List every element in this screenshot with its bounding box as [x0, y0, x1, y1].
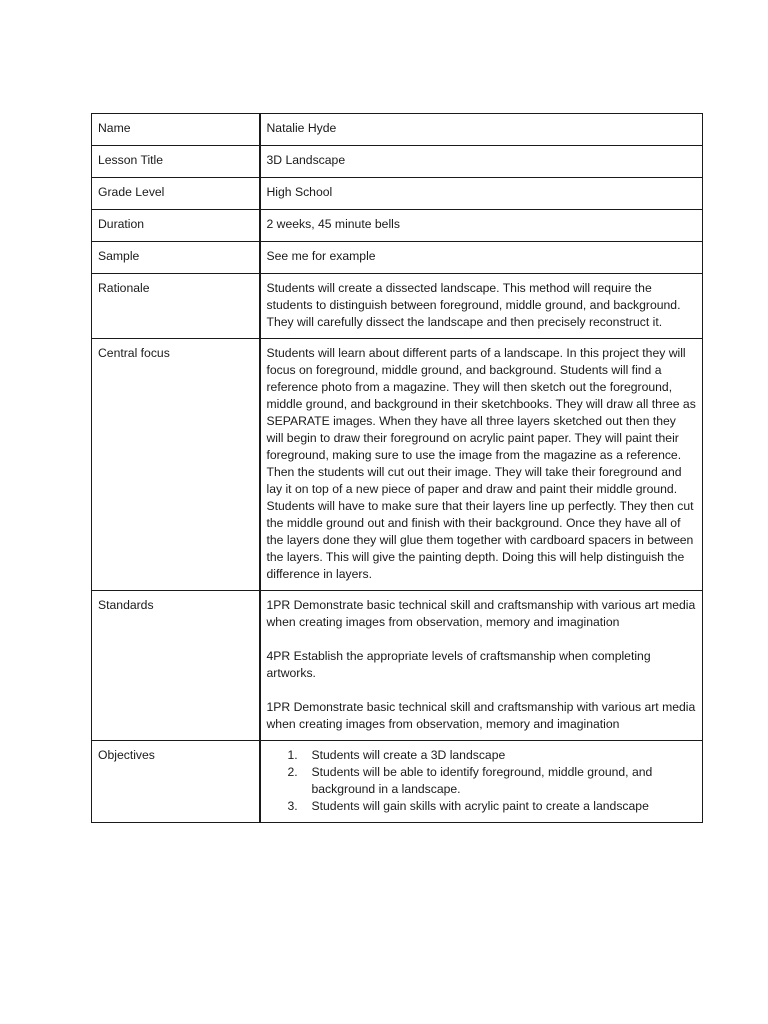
table-row-lesson-title [92, 146, 703, 178]
lesson-plan-table [91, 113, 703, 823]
row-value-objectives [260, 741, 703, 823]
objective-item [267, 764, 697, 798]
row-value-sample: See me for example [260, 242, 703, 274]
row-label-grade-level: Grade Level [92, 178, 260, 210]
objective-number: 3. [287, 799, 298, 813]
standard-item: 1PR Demonstrate basic technical skill and craftsmanship with various art media when creating images from observation, memory and imagination [266, 700, 696, 731]
standard-item: 4PR Establish the appropriate levels of craftsmanship when completing artworks. [266, 649, 651, 680]
table-row-rationale [92, 274, 703, 339]
row-label-name: Name [92, 114, 260, 146]
standard-item: 1PR Demonstrate basic technical skill and craftsmanship with various art media when creating images from observation, memory and imagination [266, 598, 696, 629]
row-label-central-focus: Central focus [92, 339, 260, 591]
row-value-lesson-title: 3D Landscape [260, 146, 703, 178]
objective-text: Students will gain skills with acrylic paint to create a landscape [311, 799, 649, 813]
row-value-rationale: Students will create a dissected landscape. This method will require the students to distinguish between foreground, middle ground, and background. They will carefully dissect the landscape and then precisely reconstruct it. [260, 274, 703, 339]
objective-number: 2. [287, 765, 298, 779]
table-row-name [92, 114, 703, 146]
row-value-central-focus: Students will learn about different parts of a landscape. In this project they will focus on foreground, middle ground, and background. Students will find a reference photo from a magazine. They will then sketch out the foreground, middle ground, and background in their sketchbooks. They will draw all three as SEPARATE images. When they have all three layers sketched out then they will begin to draw their foreground on acrylic paint paper. They will paint their foreground, making sure to use the image from the magazine as a reference. Then the students will cut out their image. They will take their foreground and lay it on top of a new piece of paper and draw and paint their middle ground. Students will have to make sure that their layers line up perfectly. They then cut the middle ground out and finish with their background. Once they have all of the layers done they will glue them together with cardboard spacers in between the layers. This will give the painting depth. Doing this will help distinguish the difference in layers. [260, 339, 703, 591]
objective-text: Students will be able to identify foreground, middle ground, and background in a landscape. [311, 765, 653, 796]
row-label-standards: Standards [92, 591, 260, 741]
row-label-lesson-title: Lesson Title [92, 146, 260, 178]
row-value-name: Natalie Hyde [260, 114, 703, 146]
table-row-duration [92, 210, 703, 242]
row-value-duration: 2 weeks, 45 minute bells [260, 210, 703, 242]
objectives-list [267, 747, 697, 815]
table-row-objectives [92, 741, 703, 823]
table-row-sample [92, 242, 703, 274]
objective-text: Students will create a 3D landscape [311, 748, 506, 762]
objective-item [267, 747, 697, 764]
row-label-sample: Sample [92, 242, 260, 274]
objective-item [267, 798, 697, 815]
row-value-standards [260, 591, 703, 741]
row-label-rationale: Rationale [92, 274, 260, 339]
row-label-objectives: Objectives [92, 741, 260, 823]
table-row-grade-level [92, 178, 703, 210]
objective-number: 1. [287, 748, 298, 762]
table-row-standards [92, 591, 703, 741]
table-row-central-focus [92, 339, 703, 591]
row-value-grade-level: High School [260, 178, 703, 210]
row-label-duration: Duration [92, 210, 260, 242]
